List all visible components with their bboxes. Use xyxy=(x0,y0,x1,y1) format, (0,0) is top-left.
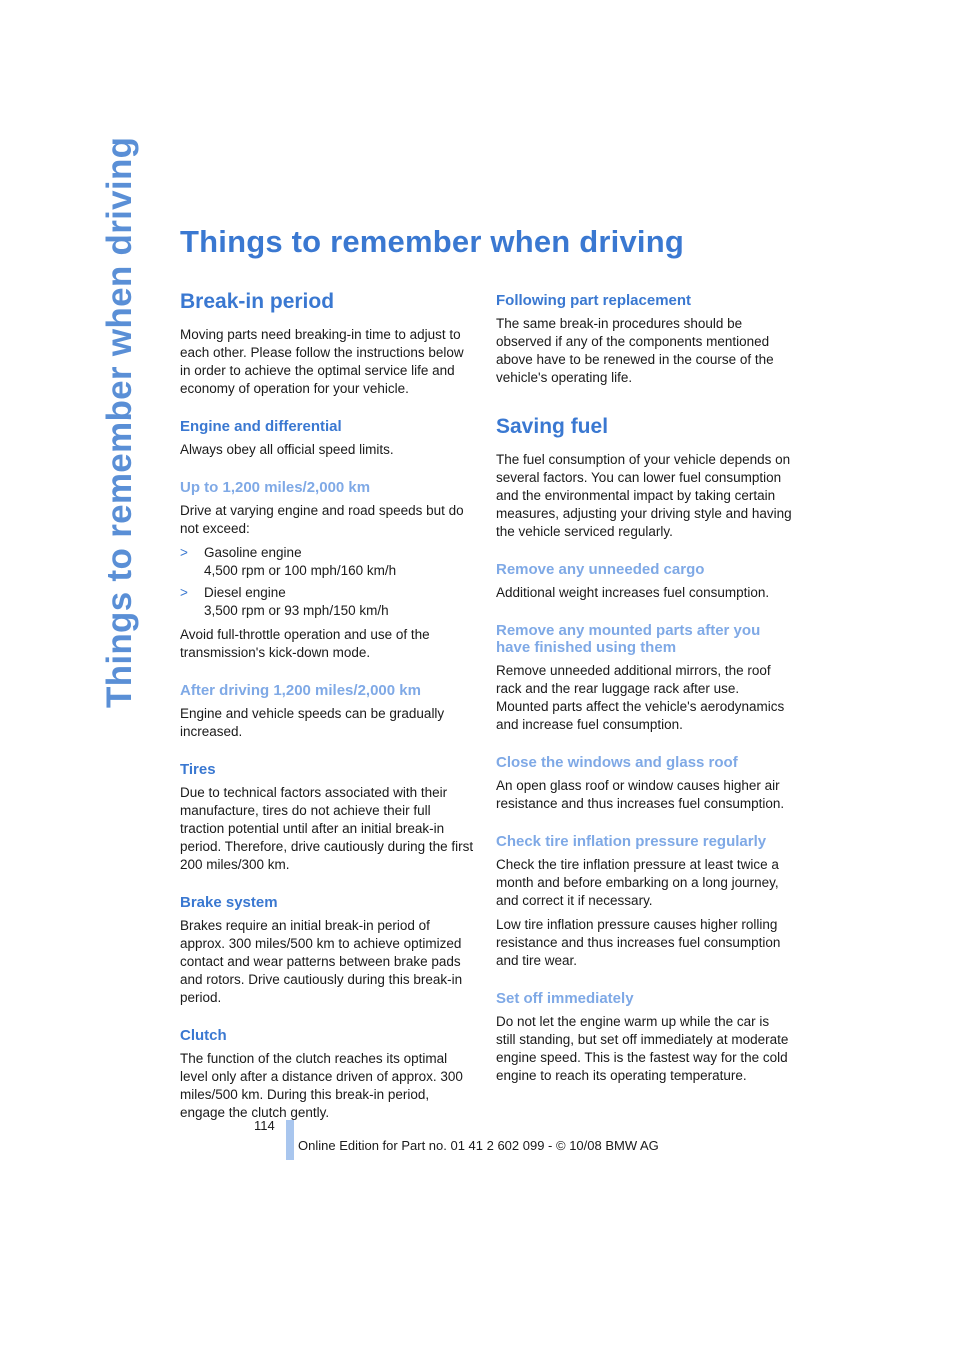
cargo-heading: Remove any unneeded cargo xyxy=(496,561,705,578)
saving-text: The fuel consumption of your vehicle depends on several factors. You can lower fuel consumption and the environmental impact by taking certain measures, adjusting your driving style and having the vehicle serviced regularly. xyxy=(496,452,792,539)
limit-list xyxy=(180,544,476,620)
windows-heading: Close the windows and glass roof xyxy=(496,754,738,771)
brake-text: Brakes require an initial break-in period of approx. 300 miles/500 km to achieve optimized contact and wear patterns between brake pads and rotors. Drive cautiously during this break-in period. xyxy=(180,918,463,1005)
footer-accent-bar xyxy=(286,1120,294,1160)
upto-heading: Up to 1,200 miles/2,000 km xyxy=(180,479,371,496)
breakin-heading: Break-in period xyxy=(180,290,335,313)
avoid-text: Avoid full-throttle operation and use of the transmission's kick-down mode. xyxy=(180,627,430,660)
bullet-line-2: 4,500 rpm or 100 mph/160 km/h xyxy=(204,563,397,578)
left-column xyxy=(180,290,476,1122)
bullet-line-1: Diesel engine xyxy=(204,585,286,600)
tires-heading: Tires xyxy=(180,761,216,778)
bullet-line-2: 3,500 rpm or 93 mph/150 km/h xyxy=(204,603,389,618)
cargo-text: Additional weight increases fuel consumption. xyxy=(496,585,770,600)
setoff-text: Do not let the engine warm up while the car is still standing, but set off immediately at moderate engine speed. This is the fastest way for the cold engine to reach its operating temperature. xyxy=(496,1014,789,1083)
windows-text: An open glass roof or window causes higher air resistance and thus increases fuel consumption. xyxy=(496,778,785,811)
engine-heading: Engine and differential xyxy=(180,418,342,435)
side-chapter-title xyxy=(94,136,158,710)
tires-text: Due to technical factors associated with their manufacture, tires do not achieve their full traction potential until after an initial break-in period. Therefore, drive cautiously during the first 200 miles/300 km. xyxy=(180,785,474,872)
clutch-text: The function of the clutch reaches its optimal level only after a distance driven of approx. 300 miles/500 km. During this break-in period, engage the clutch gently. xyxy=(180,1051,463,1120)
brake-heading: Brake system xyxy=(180,894,278,911)
tire-pressure-heading: Check tire inflation pressure regularly xyxy=(496,833,767,850)
mounted-heading: Remove any mounted parts after you have finished using them xyxy=(496,622,761,656)
setoff-heading: Set off immediately xyxy=(496,990,634,1007)
footer-edition: Online Edition for Part no. 01 41 2 602 099 - © 10/08 BMW AG xyxy=(298,1138,659,1153)
mounted-text: Remove unneeded additional mirrors, the roof rack and the rear luggage rack after use. Mounted parts affect the vehicle's aerodynamics and increase fuel consumption. xyxy=(496,663,785,732)
list-item xyxy=(180,544,476,580)
following-heading: Following part replacement xyxy=(496,292,692,309)
tire-pressure-text-2: Low tire inflation pressure causes higher rolling resistance and thus increases fuel consumption and tire wear. xyxy=(496,917,781,968)
engine-text: Always obey all official speed limits. xyxy=(180,442,394,457)
list-item xyxy=(180,584,476,620)
page-number: 114 xyxy=(254,1118,275,1133)
breakin-text: Moving parts need breaking-in time to adjust to each other. Please follow the instructions below in order to achieve the optimal service life and economy of operation for your vehicle. xyxy=(180,327,464,396)
bullet-line-1: Gasoline engine xyxy=(204,545,302,560)
after-text: Engine and vehicle speeds can be gradually increased. xyxy=(180,706,445,739)
side-chapter-title-text: Things to remember when driving xyxy=(100,136,139,708)
bullet-marker: > xyxy=(180,545,188,560)
after-heading: After driving 1,200 miles/2,000 km xyxy=(180,682,421,699)
page-title: Things to remember when driving xyxy=(180,224,684,259)
following-text: The same break-in procedures should be observed if any of the components mentioned above have to be renewed in the course of the vehicle's operating life. xyxy=(496,316,774,385)
right-column xyxy=(496,292,792,1085)
clutch-heading: Clutch xyxy=(180,1027,227,1044)
upto-text: Drive at varying engine and road speeds but do not exceed: xyxy=(180,503,464,536)
saving-heading: Saving fuel xyxy=(496,415,609,438)
bullet-marker: > xyxy=(180,585,188,600)
tire-pressure-text-1: Check the tire inflation pressure at least twice a month and before embarking on a long journey, and correct it if necessary. xyxy=(496,857,779,908)
